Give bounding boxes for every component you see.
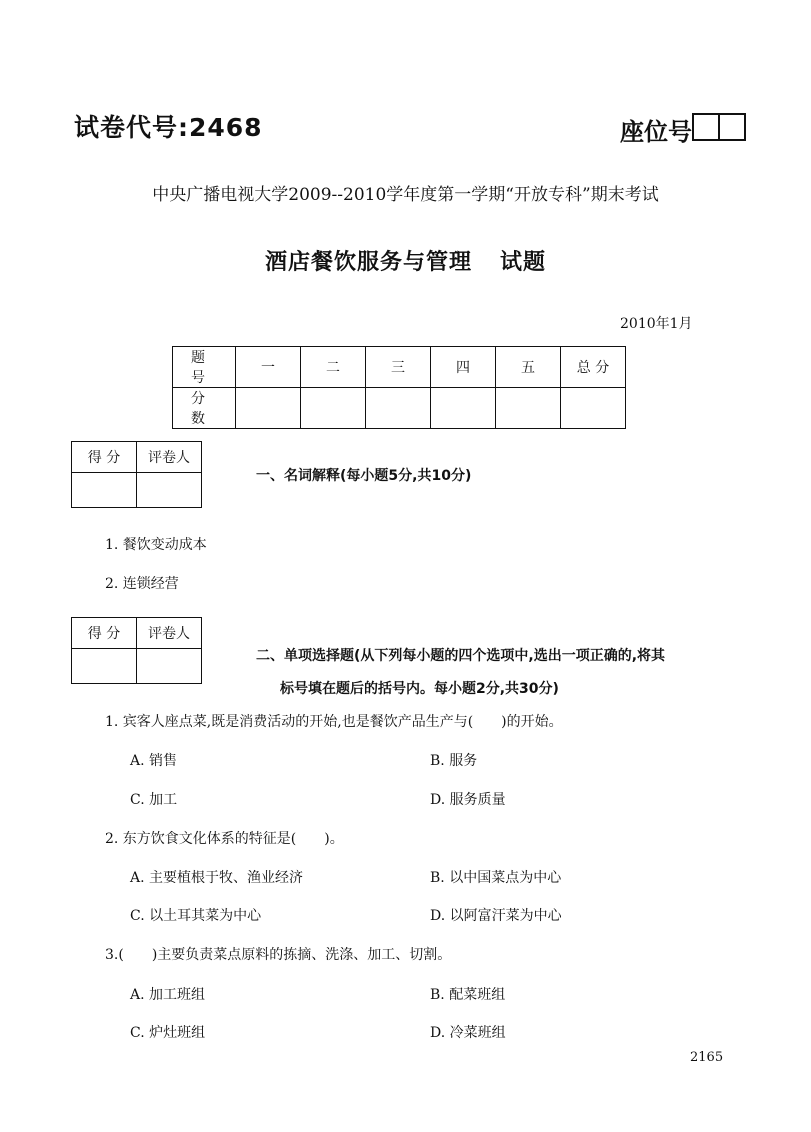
- score-label: 得 分: [72, 618, 137, 649]
- grader-cell: [137, 473, 202, 508]
- option: C. 炉灶班组: [130, 1025, 206, 1041]
- exam-institute: 中央广播电视大学2009--2010学年度第一学期“开放专科”期末考试: [152, 185, 659, 205]
- question-stem: 3.( )主要负责菜点原料的拣摘、洗涤、加工、切割。: [105, 947, 452, 963]
- paper-code: 试卷代号:2468: [74, 113, 263, 142]
- option: D. 以阿富汗菜为中心: [430, 908, 562, 924]
- seat-box: [718, 113, 746, 141]
- score-cell: [496, 388, 561, 429]
- seat-label: 座位号: [620, 118, 692, 146]
- score-label: 得 分: [72, 442, 137, 473]
- column-header: 五: [496, 347, 561, 388]
- seat-box: [692, 113, 720, 141]
- option: A. 销售: [130, 753, 178, 769]
- term-item: 2. 连锁经营: [105, 576, 179, 592]
- option: B. 服务: [430, 753, 478, 769]
- question-number-label: 题 号: [173, 347, 236, 388]
- option: C. 加工: [130, 792, 178, 808]
- option: C. 以土耳其菜为中心: [130, 908, 262, 924]
- grader-cell: [137, 649, 202, 684]
- title-suffix: 试题: [500, 250, 547, 275]
- question-stem: 2. 东方饮食文化体系的特征是( )。: [105, 831, 344, 847]
- score-cell: [366, 388, 431, 429]
- option: A. 加工班组: [130, 987, 206, 1003]
- section1-heading: 一、名词解释(每小题5分,共10分): [256, 468, 472, 484]
- exam-title: [0, 245, 811, 276]
- option: B. 配菜班组: [430, 987, 506, 1003]
- grader-cell: [72, 649, 137, 684]
- column-header: 总 分: [561, 347, 626, 388]
- question-stem: 1. 宾客人座点菜,既是消费活动的开始,也是餐饮产品生产与( )的开始。: [105, 714, 563, 730]
- seat-number-boxes: [692, 113, 744, 141]
- term-item: 1. 餐饮变动成本: [105, 537, 207, 553]
- score-cell: [301, 388, 366, 429]
- section2-heading-line1: 二、单项选择题(从下列每小题的四个选项中,选出一项正确的,将其: [256, 648, 666, 664]
- score-cell: [236, 388, 301, 429]
- score-row-label: 分 数: [173, 388, 236, 429]
- grader-box: [71, 617, 202, 684]
- score-cell: [561, 388, 626, 429]
- option: A. 主要植根于牧、渔业经济: [130, 870, 304, 886]
- score-table: [172, 346, 626, 429]
- score-cell: [431, 388, 496, 429]
- grader-label: 评卷人: [137, 618, 202, 649]
- column-header: 三: [366, 347, 431, 388]
- option: D. 冷菜班组: [430, 1025, 506, 1041]
- grader-label: 评卷人: [137, 442, 202, 473]
- grader-cell: [72, 473, 137, 508]
- course-name: 酒店餐饮服务与管理: [264, 250, 472, 275]
- grader-box: [71, 441, 202, 508]
- section2-heading-line2: 标号填在题后的括号内。每小题2分,共30分): [280, 681, 559, 697]
- exam-date: 2010年1月: [620, 316, 693, 332]
- page-number: 2165: [690, 1050, 724, 1065]
- column-header: 一: [236, 347, 301, 388]
- column-header: 二: [301, 347, 366, 388]
- option: D. 服务质量: [430, 792, 506, 808]
- column-header: 四: [431, 347, 496, 388]
- option: B. 以中国菜点为中心: [430, 870, 562, 886]
